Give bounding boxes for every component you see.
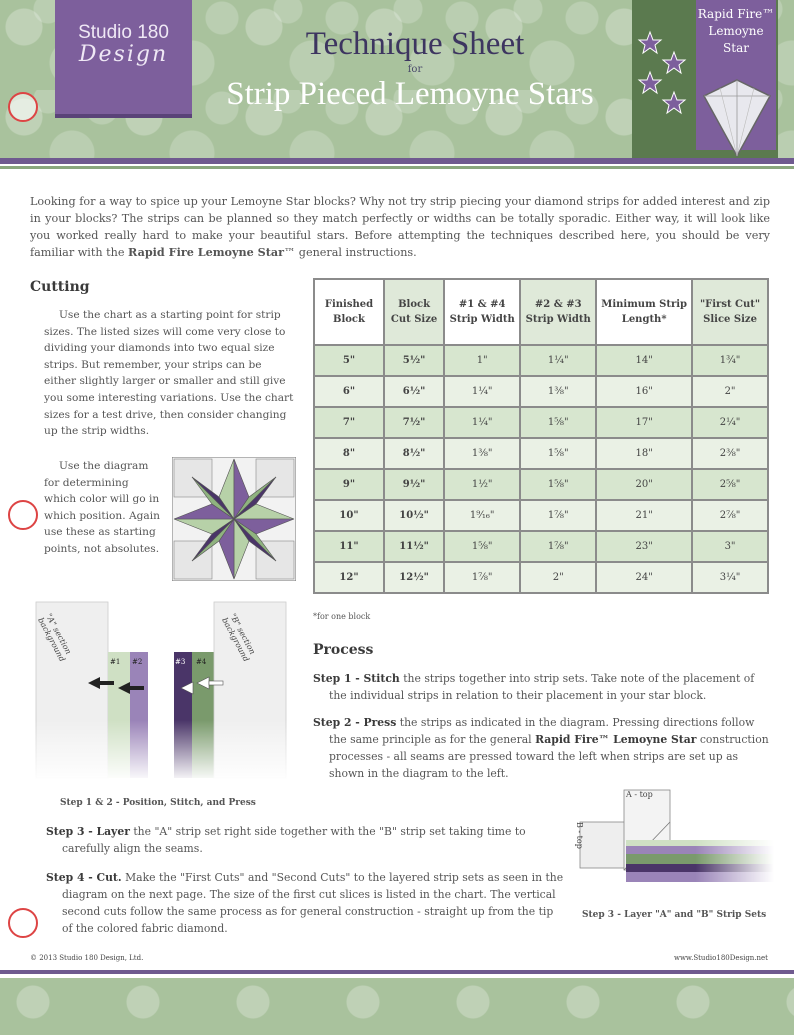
table-row	[314, 407, 768, 438]
table-cell: 1⅜"	[444, 438, 520, 469]
table-cell: 9½"	[384, 469, 444, 500]
table-row	[314, 376, 768, 407]
table-cell: 5"	[314, 345, 384, 376]
intro-text-2: ™ general instructions.	[284, 246, 417, 259]
strip-number-2: #2	[132, 658, 143, 666]
table-cell: 1¼"	[520, 345, 596, 376]
table-cell: 6½"	[384, 376, 444, 407]
logo-line2: Design	[78, 42, 169, 67]
banner-line1: Rapid Fire™	[697, 7, 775, 21]
copyright: © 2013 Studio 180 Design, Ltd.	[30, 954, 144, 962]
table-cell: 2"	[692, 376, 768, 407]
table-cell: 2⅜"	[692, 438, 768, 469]
step-3	[46, 823, 566, 857]
table-row	[314, 500, 768, 531]
table-cell: 2¼"	[692, 407, 768, 438]
strip-sets-diagram	[34, 600, 290, 782]
table-cell: 6"	[314, 376, 384, 407]
layer-strip-sets-diagram	[578, 782, 774, 900]
step-3-text: the "A" strip set right side together with the "B" strip set taking time to carefully align the seams.	[62, 825, 526, 855]
table-cell: 12½"	[384, 562, 444, 593]
table-cell: 10½"	[384, 500, 444, 531]
banner-text	[696, 6, 776, 57]
table-cell: 11½"	[384, 531, 444, 562]
table-cell: 10"	[314, 500, 384, 531]
table-cell: 1½"	[444, 469, 520, 500]
header-block-cut-size: Block Cut Size	[384, 279, 444, 345]
table-cell: 3¼"	[692, 562, 768, 593]
table-cell: 9"	[314, 469, 384, 500]
diagram-caption-3: Step 3 - Layer "A" and "B" Strip Sets	[582, 910, 767, 920]
step-1-label: Step 1 - Stitch	[313, 672, 400, 685]
intro-text-1: Looking for a way to spice up your Lemoyne Star blocks? Why not try strip piecing your diamond strips for added interest and zip in your blocks? The strips can be planned so they match perfectly or widths can be totally sporadic. Either way, it will look like you worked really hard to make your beautiful stars. Before attempting the techniques described here, you should be very familiar with the	[30, 195, 770, 259]
table-cell: 7"	[314, 407, 384, 438]
step-2-text-a: the strips as indicated in the diagram. Pressing directions follow the same principle as for the general	[329, 716, 755, 746]
table-row	[314, 562, 768, 593]
table-cell: 20"	[596, 469, 692, 500]
table-row	[314, 469, 768, 500]
table-cell: 23"	[596, 531, 692, 562]
header-finished-block: Finished Block	[314, 279, 384, 345]
table-cell: 1⅜"	[520, 376, 596, 407]
chart-header-row	[314, 279, 768, 345]
table-cell: 24"	[596, 562, 692, 593]
table-cell: 1¾"	[692, 345, 768, 376]
intro-paragraph	[30, 193, 770, 261]
table-cell: 1⅝"	[444, 531, 520, 562]
table-cell: 1⅞"	[520, 500, 596, 531]
table-cell: 11"	[314, 531, 384, 562]
header-strip-2-3: #2 & #3 Strip Width	[520, 279, 596, 345]
table-cell: 16"	[596, 376, 692, 407]
strip-b-label: "B" section background	[220, 612, 258, 664]
header-strip-1-4: #1 & #4 Strip Width	[444, 279, 520, 345]
table-cell: 2⅞"	[692, 500, 768, 531]
table-cell: 1⅝"	[520, 407, 596, 438]
banner-line3: Star	[723, 41, 749, 55]
lemoyne-star-diagram	[172, 457, 296, 581]
punch-hole-bottom	[8, 908, 38, 938]
intro-bold: Rapid Fire Lemoyne Star	[128, 245, 285, 259]
cutting-paragraph-1: Use the chart as a starting point for strip sizes. The listed sizes will come very close to dividing your diamonds into two equal size strips. But remember, your strips can be either slightly larger or smaller and still give you some interesting variations. Use the chart sizes for a test drive, then consider changing up the strip widths.	[44, 309, 294, 438]
table-cell: 1"	[444, 345, 520, 376]
footer-divider	[0, 970, 794, 974]
table-row	[314, 438, 768, 469]
logo-line1: Studio 180	[78, 22, 169, 43]
website-link[interactable]: www.Studio180Design.net	[673, 954, 768, 962]
cutting-heading: Cutting	[30, 279, 90, 295]
table-cell: 1⅝"	[520, 469, 596, 500]
strip-a-label: "A" section background	[36, 612, 74, 664]
step-4-label: Step 4 - Cut.	[46, 871, 122, 884]
table-cell: 2⅝"	[692, 469, 768, 500]
footer-background	[0, 978, 794, 1035]
step-4	[46, 869, 566, 937]
table-cell: 12"	[314, 562, 384, 593]
page-subtitle: Strip Pieced Lemoyne Stars	[226, 76, 594, 112]
punch-hole-top	[8, 92, 38, 122]
step-1	[313, 670, 769, 704]
table-cell: 8½"	[384, 438, 444, 469]
table-cell: 8"	[314, 438, 384, 469]
table-cell: 1⅞"	[444, 562, 520, 593]
header-divider	[0, 158, 794, 164]
header-first-cut: "First Cut" Slice Size	[692, 279, 768, 345]
decorative-stars-icon	[636, 30, 694, 116]
kite-ruler-icon	[700, 78, 774, 158]
table-cell: 1⅝"	[520, 438, 596, 469]
step-1-text: the strips together into strip sets. Take note of the placement of the individual strips in relation to their placement in your star block.	[329, 672, 755, 702]
table-cell: 3"	[692, 531, 768, 562]
cutting-paragraph-2: Use the diagram for determining which color will go in which position. Again use these as starting points, not absolutes.	[44, 460, 160, 555]
page-title: Technique Sheet	[305, 26, 525, 62]
table-cell: 2"	[520, 562, 596, 593]
strip-number-3: #3	[175, 658, 186, 666]
table-row	[314, 531, 768, 562]
banner-line2: Lemoyne	[708, 24, 764, 38]
table-cell: 18"	[596, 438, 692, 469]
table-cell: 21"	[596, 500, 692, 531]
chart-footnote: *for one block	[313, 612, 371, 621]
table-cell: 14"	[596, 345, 692, 376]
table-cell: 7½"	[384, 407, 444, 438]
punch-hole-middle	[8, 500, 38, 530]
process-heading: Process	[313, 642, 374, 658]
step-2-text-b: construction processes - all seams are pressed toward the left when strips are set up as shown in the diagram to the left.	[329, 733, 769, 780]
diagram-caption-1: Step 1 & 2 - Position, Stitch, and Press	[60, 798, 256, 808]
step-4-text: Make the "First Cuts" and "Second Cuts" to the layered strip sets as seen in the diagram on the next page. The size of the first cut slices is listed in the chart. The vertical second cuts follow the same process as for general construction - straight up from the tip of the colored fabric diamond.	[62, 871, 564, 935]
table-cell: 1⁹⁄₁₆"	[444, 500, 520, 531]
step-3-label: Step 3 - Layer	[46, 825, 130, 838]
brand-logo	[55, 0, 192, 118]
table-row	[314, 345, 768, 376]
table-cell: 1⅞"	[520, 531, 596, 562]
step-2-bold: Rapid Fire™ Lemoyne Star	[535, 733, 697, 746]
strip-number-4: #4	[196, 658, 207, 666]
cutting-chart	[313, 278, 769, 594]
table-cell: 17"	[596, 407, 692, 438]
b-top-label: B - top	[575, 822, 584, 849]
header-divider-thin	[0, 166, 794, 169]
table-cell: 5½"	[384, 345, 444, 376]
strip-number-1: #1	[110, 658, 121, 666]
step-2-label: Step 2 - Press	[313, 716, 397, 729]
table-cell: 1¼"	[444, 376, 520, 407]
a-top-label: A - top	[626, 790, 653, 799]
header-min-length: Minimum Strip Length*	[596, 279, 692, 345]
table-cell: 1¼"	[444, 407, 520, 438]
step-2	[313, 714, 769, 782]
title-connector: for	[407, 64, 423, 75]
